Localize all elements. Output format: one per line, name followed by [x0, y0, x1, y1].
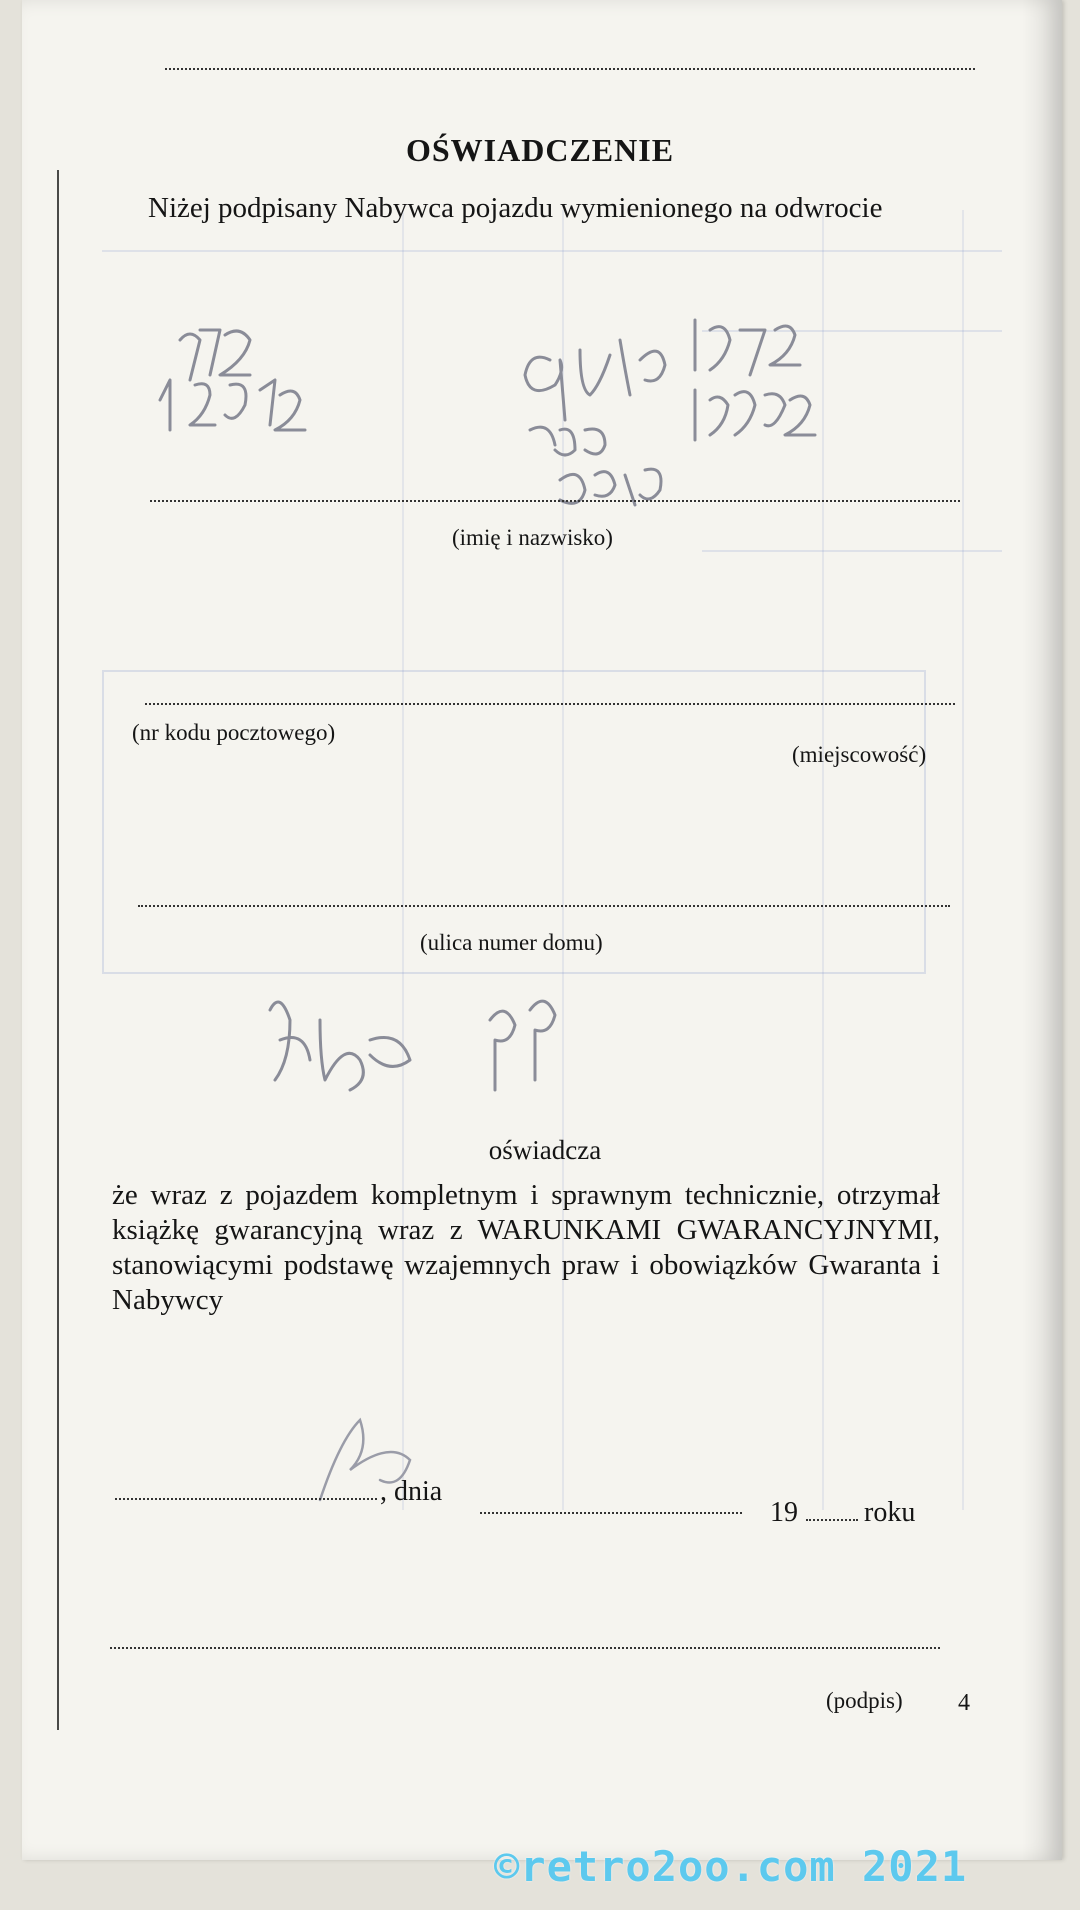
date-dotted-line [480, 1512, 742, 1514]
postal-dotted-line [145, 703, 955, 705]
signature-dotted-line [110, 1647, 940, 1649]
signature-caption: (podpis) [826, 1688, 903, 1713]
statement-body: że wraz z pojazdem kompletnym i sprawnym technicznie, otrzymał książkę gwarancyjną wraz z WARUNKAMI GWARANCYJNYMI, stanowiącymi podstawę wzajemnych praw i obowiązków Gwaranta i Nabywcy [112, 1179, 940, 1316]
place-dotted-line [115, 1498, 377, 1500]
roku-label: roku [864, 1497, 916, 1528]
name-dotted-line [150, 500, 960, 502]
street-dotted-line [138, 905, 950, 907]
dnia-label: , dnia [380, 1476, 443, 1507]
intro-text: Niżej podpisany Nabywca pojazdu wymienionego na odwrocie [148, 192, 883, 224]
page-title: OŚWIADCZENIE [405, 132, 675, 168]
city-caption: (miejscowość) [792, 742, 927, 767]
page-shadow [1022, 0, 1062, 1860]
street-caption: (ulica numer domu) [420, 930, 603, 955]
reverse-side-bleed-through [102, 210, 1002, 1610]
statement-heading: oświadcza [488, 1135, 602, 1165]
page-number: 4 [958, 1690, 970, 1716]
year-dotted-line [806, 1519, 858, 1521]
postal-code-caption: (nr kodu pocztowego) [132, 720, 336, 745]
top-dotted-line [165, 68, 975, 70]
year-prefix: 19 [770, 1497, 798, 1528]
watermark: ©retro2oo.com 2021 [494, 1842, 968, 1891]
page-fold-line [57, 170, 59, 1730]
name-caption: (imię i nazwisko) [452, 525, 613, 550]
